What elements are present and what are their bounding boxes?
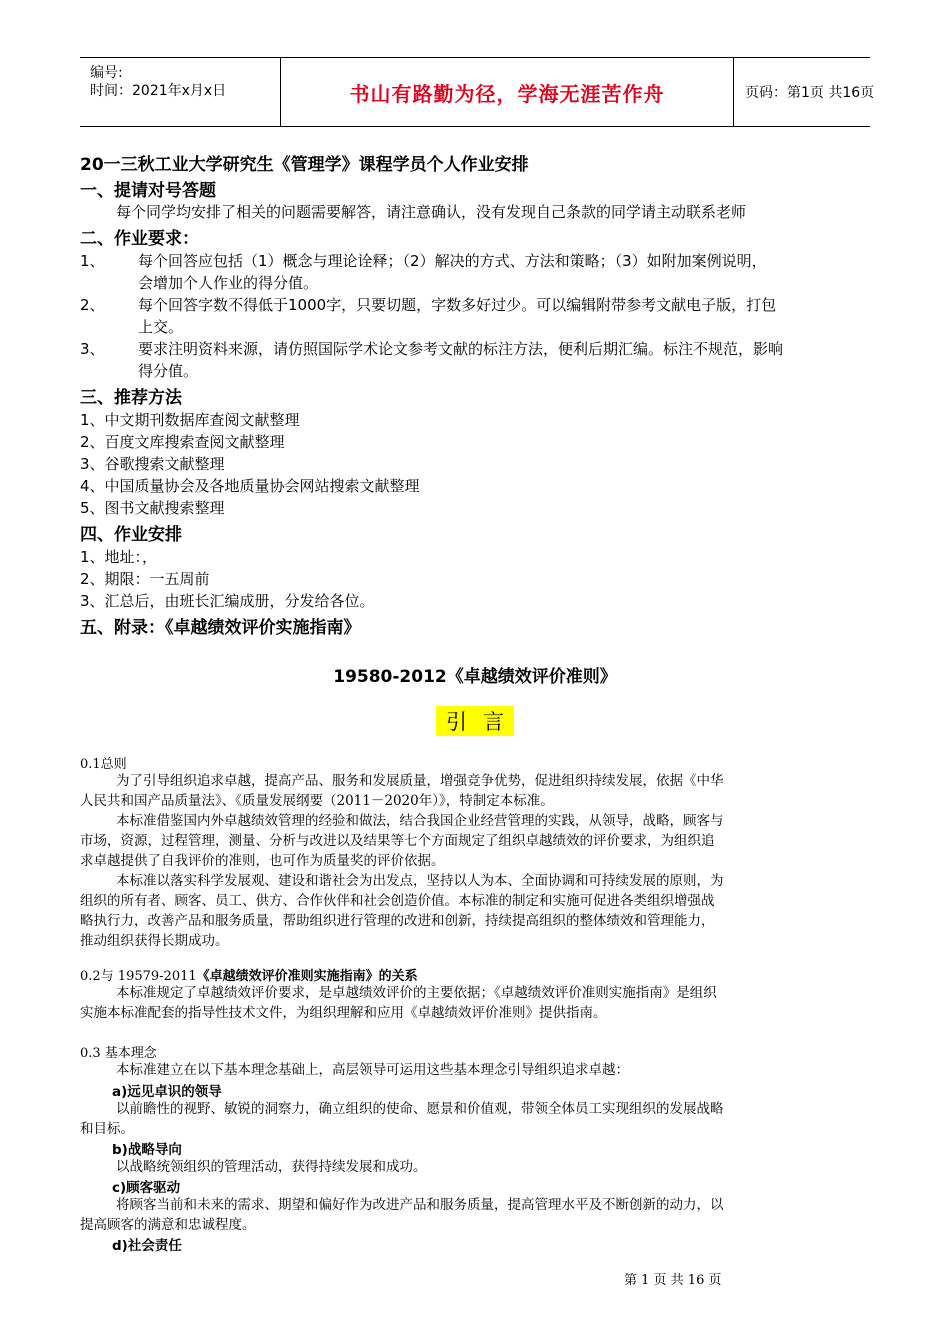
requirement-3-number: 3、 [80,340,105,358]
header-left-cell [80,58,280,126]
section1-heading: 一、提请对号答题 [80,181,216,201]
page-header [80,57,875,127]
s01-line: 为了引导组织追求卓越，提高产品、服务和发展质量，增强竞争优势，促进组织持续发展，依据《中华 [116,773,724,789]
s03-c-title: c)顾客驱动 [112,1180,181,1196]
time-label: 时间：2021年x月x日 [90,83,227,99]
requirement-1-line2: 会增加个人作业的得分值。 [138,274,319,292]
section5-heading: 五、附录：《卓越绩效评价实施指南》 [80,618,361,638]
document-title: 20一三秋工业大学研究生《管理学》课程学员个人作业安排 [80,155,529,175]
s01-line: 组织的所有者、顾客、员工、供方、合作伙伴和社会创造价值。本标准的制定和实施可促进各类组织增强战 [80,893,715,909]
section1-text: 每个同学均安排了相关的问题需要解答，请注意确认，没有发现自己条款的同学请主动联系老师 [116,203,747,221]
method-item: 3、谷歌搜索文献整理 [80,455,225,473]
s01-line: 略执行力，改善产品和服务质量，帮助组织进行管理的改进和创新，持续提高组织的整体绩效和管理能力， [80,913,715,929]
s01-line: 本标准以落实科学发展观、建设和谐社会为出发点，坚持以人为本、全面协调和可持续发展的原则，为 [116,873,724,889]
s01-line: 推动组织获得长期成功。 [80,933,229,949]
arrangement-item: 1、地址：， [80,548,158,566]
method-item: 1、中文期刊数据库查阅文献整理 [80,411,300,429]
s01-heading: 0.1总则 [80,757,127,772]
s03-c-line: 将顾客当前和未来的需求、期望和偏好作为改进产品和服务质量，提高管理水平及不断创新的动力，以 [116,1197,724,1213]
s03-a-line: 和目标。 [80,1121,134,1137]
intro-label: 引言 [446,710,520,734]
motto: 书山有路勤为径，学海无涯苦作舟 [349,81,665,106]
requirement-1-number: 1、 [80,252,105,270]
method-item: 4、中国质量协会及各地质量协会网站搜索文献整理 [80,477,420,495]
s03-b-title: b)战略导向 [112,1142,182,1158]
s02-heading-rest: 《卓越绩效评价准则实施指南》的关系 [196,969,418,984]
s03-intro: 本标准建立在以下基本理念基础上，高层领导可运用这些基本理念引导组织追求卓越： [116,1062,629,1078]
s01-line: 市场，资源，过程管理，测量、分析与改进以及结果等七个方面规定了组织卓越绩效的评价要求，为组织追 [80,833,715,849]
method-item: 5、图书文献搜索整理 [80,499,225,517]
number-label: 编号: [90,65,123,81]
page-footer: 第 1 页 共 16 页 [624,1273,722,1288]
s02-line: 本标准规定了卓越绩效评价要求，是卓越绩效评价的主要依据；《卓越绩效评价准则实施指南》是组织 [116,985,717,1001]
page-code: 页码：第1页 共16页 [745,85,875,101]
arrangement-item: 3、汇总后，由班长汇编成册，分发给各位。 [80,592,375,610]
s03-a-line: 以前瞻性的视野、敏锐的洞察力，确立组织的使命、愿景和价值观，带领全体员工实现组织的发展战略 [116,1101,724,1117]
s02-heading [80,965,418,984]
method-item: 2、百度文库搜索查阅文献整理 [80,433,285,451]
s03-b-line: 以战略统领组织的管理活动，获得持续发展和成功。 [116,1159,427,1175]
s01-line: 本标准借鉴国内外卓越绩效管理的经验和做法，结合我国企业经营管理的实践，从领导，战略，顾客与 [116,813,724,829]
s03-heading: 0.3 基本理念 [80,1046,157,1061]
requirement-1-line1: 每个回答应包括（1）概念与理论诠释；（2）解决的方式、方法和策略；（3）如附加案例说明， [138,252,767,270]
s03-a-title: a)远见卓识的领导 [112,1084,222,1100]
arrangement-item: 2、期限：一五周前 [80,570,210,588]
requirement-2-number: 2、 [80,296,105,314]
s03-c-line: 提高顾客的满意和忠诚程度。 [80,1217,256,1233]
requirement-2-line2: 上交。 [138,318,184,336]
requirement-3-line1: 要求注明资料来源，请仿照国际学术论文参考文献的标注方法，便利后期汇编。标注不规范，影响 [138,340,784,358]
header-page-cell [733,58,875,126]
section4-heading: 四、作业安排 [80,525,182,545]
s02-heading-prefix: 0.2与 19579-2011 [80,969,197,984]
standard-title: 19580-2012《卓越绩效评价准则》 [333,667,617,687]
s01-line: 求卓越提供了自我评价的准则，也可作为质量奖的评价依据。 [80,853,445,869]
s01-line: 人民共和国产品质量法》、《质量发展纲要（2011－2020年）》，特制定本标准。 [80,793,554,809]
section2-heading: 二、作业要求： [80,229,199,249]
requirement-3-line2: 得分值。 [138,362,199,380]
header-motto-cell [280,58,734,126]
intro-highlight [436,706,520,736]
requirement-2-line1: 每个回答字数不得低于1000字，只要切题，字数多好过少。可以编辑附带参考文献电子版，打包 [138,296,777,314]
s02-line: 实施本标准配套的指导性技术文件，为组织理解和应用《卓越绩效评价准则》提供指南。 [80,1005,607,1021]
s03-d-title: d)社会责任 [112,1238,182,1254]
section3-heading: 三、推荐方法 [80,388,182,408]
